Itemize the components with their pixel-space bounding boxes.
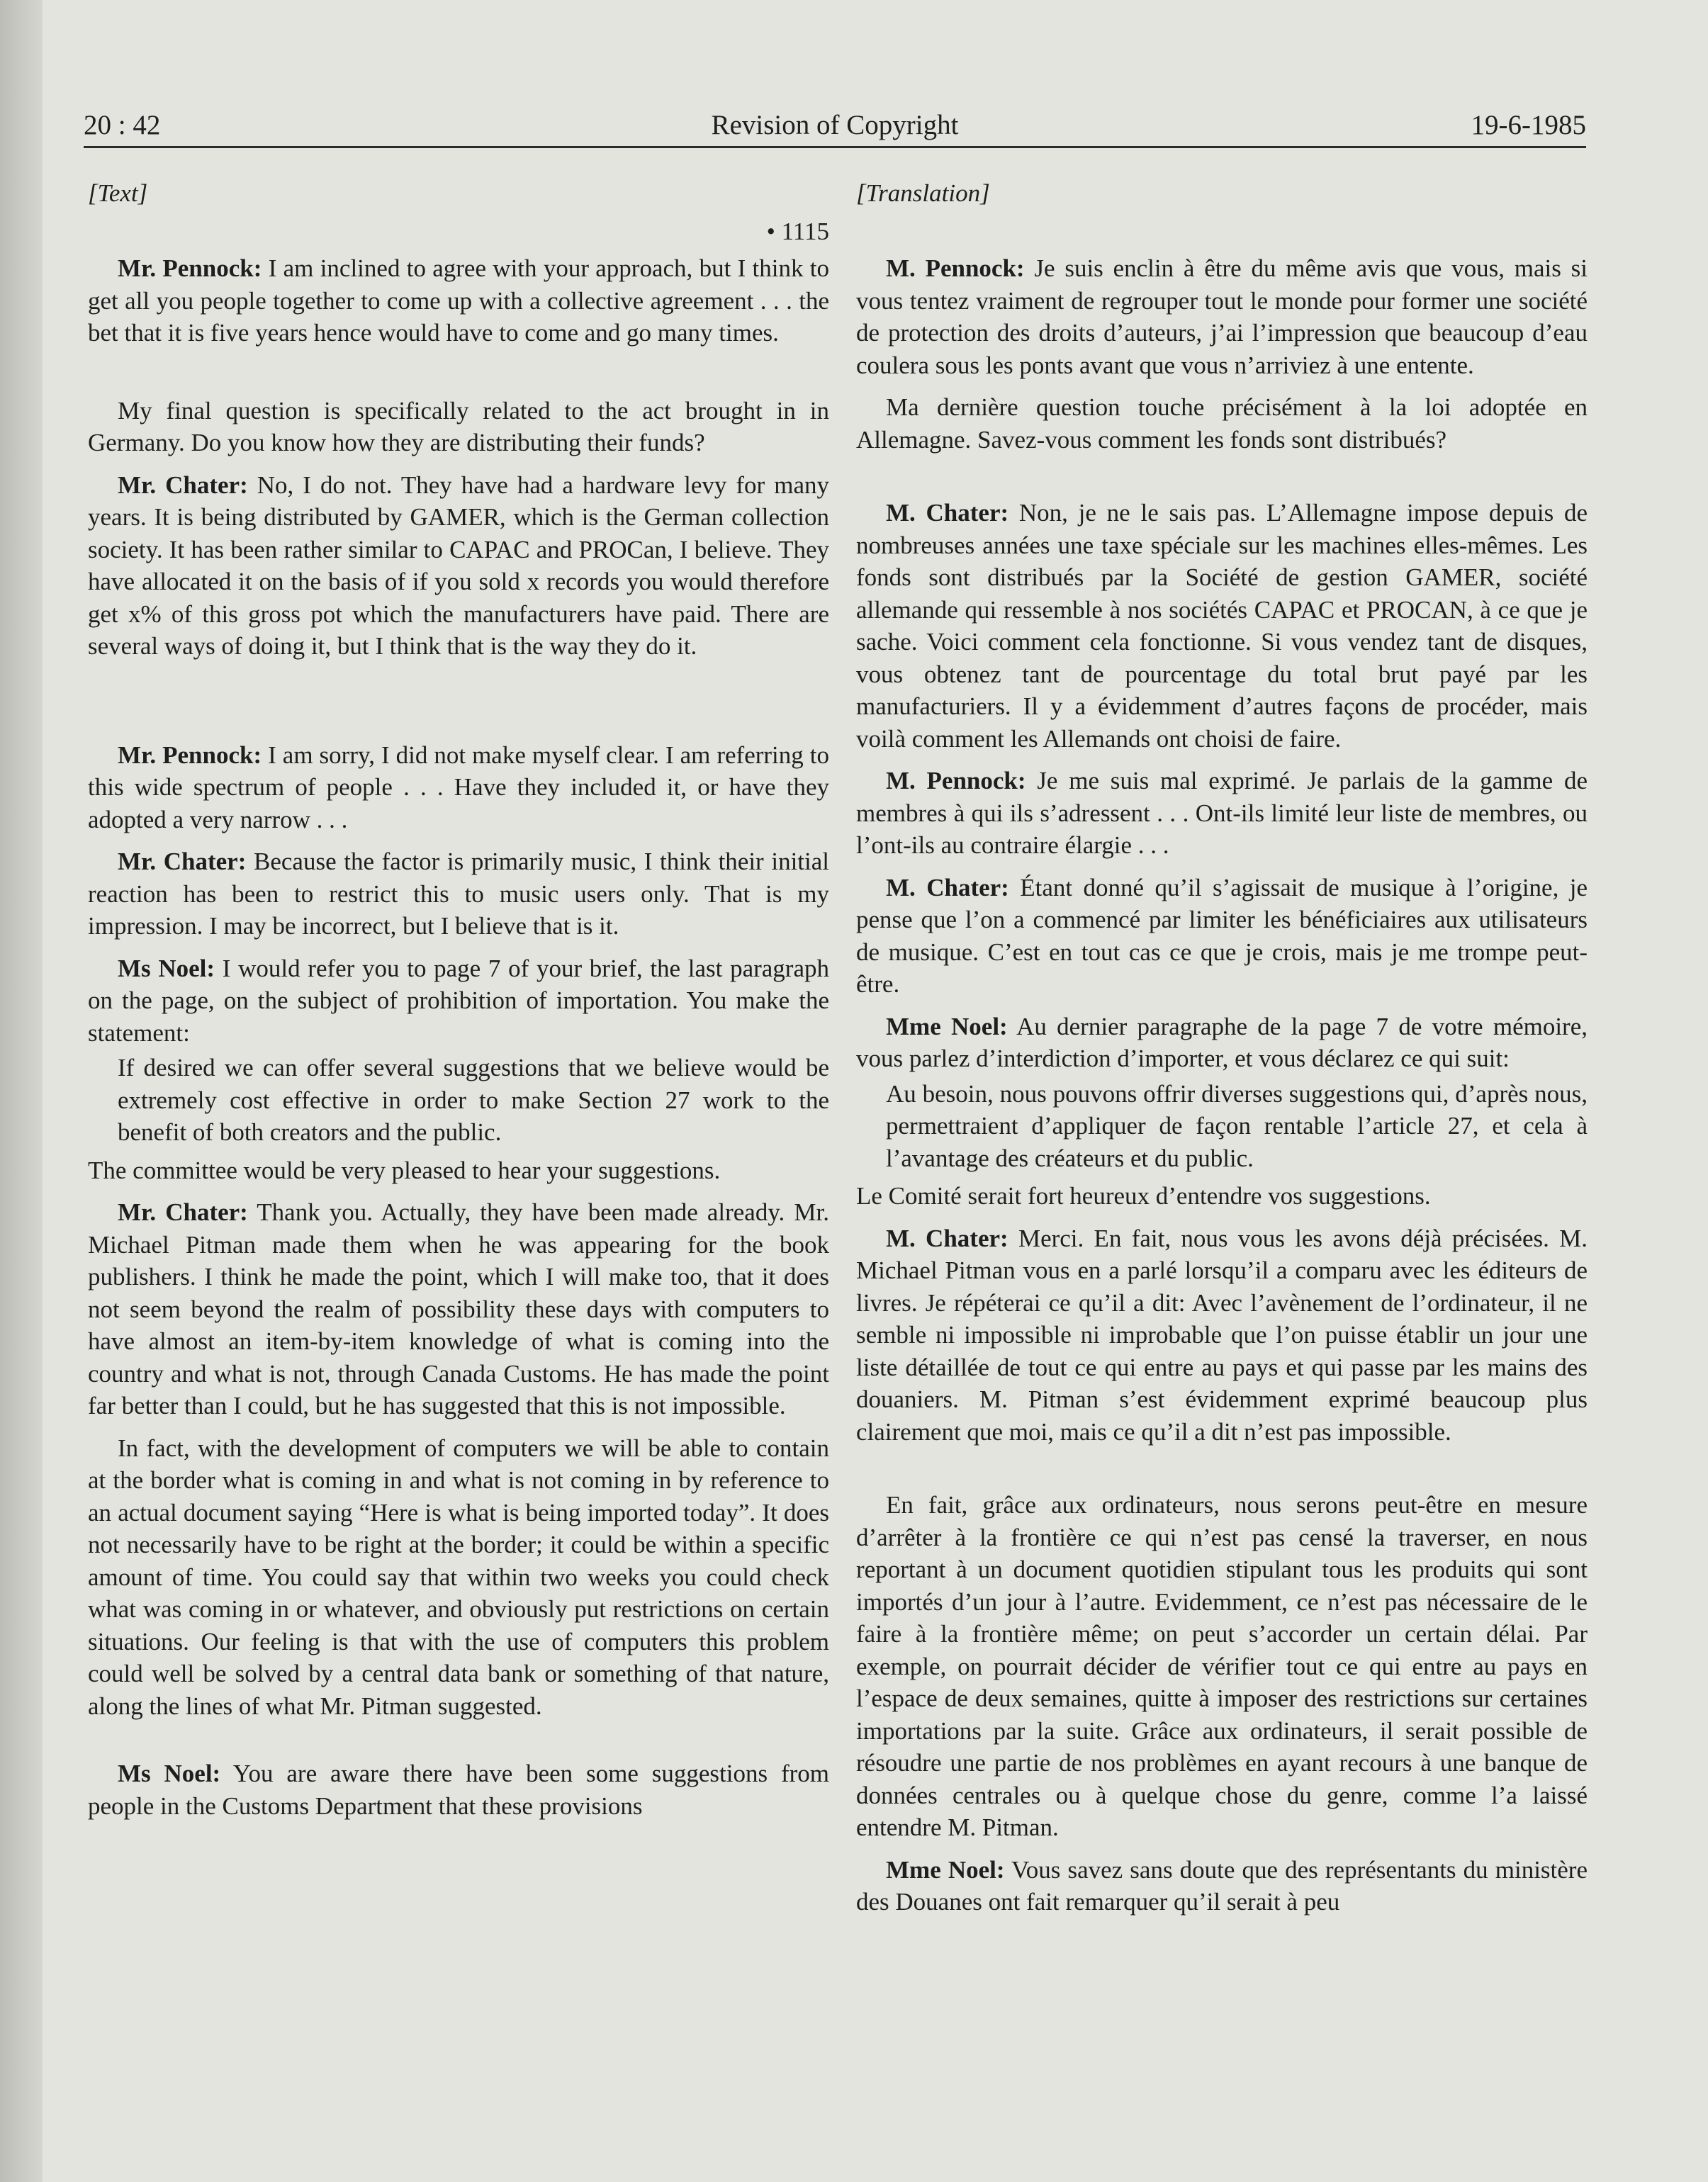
paragraph	[88, 1196, 829, 1422]
speaker-name: Mr. Chater:	[118, 471, 248, 499]
speaker-name: Ms Noel:	[118, 1760, 221, 1787]
paragraph-text: I would refer you to page 7 of your brief, the last paragraph on the page, on the subject of prohibition of importation. You make the statement:	[88, 954, 829, 1047]
paragraph-text: Non, je ne le sais pas. L’Allemagne impose depuis de nombreuses années une taxe spéciale sur les machines elles-mêmes. Les fonds sont distribués par la Société de gestion GAMER, société allemande qui ressemble à nos sociétés CAPAC et PROCAN, à ce que je sache. Voici comment cela fonctionne. Si vous vendez tant de disques, vous obtenez tant de pourcentage du total brut payé par les manufacturiers. Il y a évidemment d’autres façons de procéder, mais voilà comment les Allemands ont choisi de faire.	[856, 499, 1588, 753]
speaker-name: Mme Noel:	[886, 1012, 1008, 1040]
speaker-name: Mr. Chater:	[118, 848, 247, 875]
paragraph-text: Thank you. Actually, they have been made already. Mr. Michael Pitman made them when he was appearing for the book publishers. I think he made the point, which I will make too, that it does not seem beyond the realm of possibility these days with computers to have almost an item-by-item knowledge of what is coming into the country and what is not, through Canada Customs. He has made the point far better than I could, but he has suggested that this is not impossible.	[88, 1198, 829, 1419]
timestamp: • 1115	[766, 218, 829, 245]
speaker-name: M. Chater:	[886, 499, 1009, 527]
paragraph	[88, 252, 829, 349]
speaker-name: Ms Noel:	[118, 954, 215, 982]
speaker-name: Mr. Pennock:	[118, 741, 262, 769]
paragraph-text: In fact, with the development of computers we will be able to contain at the border what is coming in and what is not coming in by reference to an actual document saying “Here is what is being imported today”. It does not necessarily have to be right at the border; it could be within a specific amount of time. You could say that within two weeks you could check what was coming in or whatever, and obviously put restrictions on certain situations. Our feeling is that with the use of computers this problem could well be solved by a central data bank or something of that nature, along the lines of what Mr. Pitman suggested.	[88, 1434, 829, 1720]
page-number: 20 : 42	[84, 110, 161, 140]
quote-text: Au besoin, nous pouvons offrir diverses suggestions qui, d’après nous, permettraient d’appliquer de façon rentable l’article 27, et cela à l’avantage des créateurs et du public.	[886, 1079, 1588, 1172]
speaker-name: M. Pennock:	[886, 767, 1026, 794]
english-column	[88, 177, 829, 2161]
paragraph	[88, 1154, 829, 1187]
paragraph-text: Because the factor is primarily music, I think their initial reaction has been to restrict this to music users only. That is my impression. I may be incorrect, but I believe that is it.	[88, 848, 829, 940]
paragraph-text: You are aware there have been some suggestions from people in the Customs Department that these provisions	[88, 1760, 829, 1820]
block-quote	[118, 1052, 829, 1149]
paragraph-text: En fait, grâce aux ordinateurs, nous serons peut-être en mesure d’arrêter à la frontière ce qui n’est pas censé la traverser, en nous reportant à un document quotidien stipulant tous les produits qui sont importés d’un jour à l’autre. Evidemment, ce n’est pas nécessaire de le faire à la frontière même; on peut s’accorder un certain délai. Par exemple, on pourrait décider de vérifier tout ce qui entre au pays en l’espace de deux semaines, quitte à imposer des restrictions sur certaines importations par la suite. Grâce aux ordinateurs, il serait possible de résoudre une partie de nos problèmes en ayant recours à une banque de données centrales ou à quelque chose du genre, comme l’a laissé entendre M. Pitman.	[856, 1491, 1588, 1841]
paragraph	[856, 1180, 1588, 1213]
speaker-name: Mme Noel:	[886, 1855, 1005, 1884]
paragraph-text: Vous savez sans doute que des représentants du ministère des Douanes ont fait remarquer qu’il serait à peu	[856, 1855, 1588, 1916]
paragraph	[856, 391, 1588, 456]
paragraph-text: Je suis enclin à être du même avis que vous, mais si vous tentez vraiment de regrouper tout le monde pour former une société de protection des droits d’auteurs, j’ai l’impression que beaucoup d’eau coulera sous les ponts avant que vous n’arriviez à une entente.	[856, 254, 1588, 379]
text-marker: [Text]	[88, 179, 148, 207]
paragraph-text: My final question is specifically related to the act brought in in Germany. Do you know how they are distributing their funds?	[88, 396, 829, 456]
french-column	[856, 177, 1588, 2161]
binding-gutter	[0, 0, 43, 2182]
speaker-name: M. Pennock:	[886, 254, 1025, 282]
paragraph	[856, 1222, 1588, 1449]
paragraph-text: I am inclined to agree with your approach, but I think to get all you people together to come up with a collective agreement . . . the bet that it is five years hence would have to come and go many times.	[88, 254, 829, 347]
paragraph	[856, 1011, 1588, 1075]
paragraph	[856, 765, 1588, 862]
paragraph	[88, 469, 829, 663]
paragraph	[88, 1432, 829, 1723]
paragraph	[88, 1758, 829, 1822]
translation-marker: [Translation]	[856, 179, 990, 207]
paragraph-text: Au dernier paragraphe de la page 7 de votre mémoire, vous parlez d’interdiction d’importer, et vous déclarez ce qui suit:	[856, 1012, 1588, 1072]
paragraph	[88, 952, 829, 1050]
paragraph-text: No, I do not. They have had a hardware levy for many years. It is being distributed by GAMER, which is the German collection society. It has been rather similar to CAPAC and PROCan, I believe. They have allocated it on the basis of if you sold x records you would therefore get x% of this gross pot which the manufacturers have paid. There are several ways of doing it, but I think that is the way they do it.	[88, 471, 829, 660]
block-quote	[886, 1078, 1588, 1175]
paragraph	[856, 1489, 1588, 1844]
paragraph-text: I am sorry, I did not make myself clear. I am referring to this wide spectrum of people . . . Have they included it, or have they adopted a very narrow . . .	[88, 741, 830, 833]
paragraph-text: Le Comité serait fort heureux d’entendre vos suggestions.	[856, 1182, 1431, 1210]
paragraph	[88, 739, 829, 836]
header-rule	[84, 146, 1586, 148]
speaker-name: Mr. Pennock:	[118, 254, 262, 282]
running-title: Revision of Copyright	[711, 110, 959, 140]
paragraph-text: Je me suis mal exprimé. Je parlais de la gamme de membres à qui ils s’adressent . . . Ont-ils limité leur liste de membres, ou l’ont-ils au contraire élargie . . .	[856, 767, 1588, 859]
speaker-name: M. Chater:	[886, 873, 1009, 901]
paragraph-text: Étant donné qu’il s’agissait de musique à l’origine, je pense que l’on a commencé par limiter les bénéficiaires aux utilisateurs de musique. C’est en tout cas ce que je crois, mais je me trompe peut-être.	[856, 873, 1588, 998]
header-date: 19-6-1985	[1471, 110, 1586, 140]
paragraph	[856, 872, 1588, 1001]
speaker-name: Mr. Chater:	[118, 1198, 248, 1226]
speaker-name: M. Chater:	[886, 1224, 1008, 1252]
page-header	[84, 106, 1586, 145]
paragraph	[88, 845, 829, 943]
paragraph-text: The committee would be very pleased to hear your suggestions.	[88, 1156, 721, 1184]
paragraph	[856, 1854, 1588, 1918]
paragraph-text: Ma dernière question touche précisément à la loi adoptée en Allemagne. Savez-vous comment les fonds sont distribués?	[856, 393, 1588, 454]
paragraph	[856, 252, 1588, 381]
paragraph-text: Merci. En fait, nous vous les avons déjà précisées. M. Michael Pitman vous en a parlé lorsqu’il a comparu avec les éditeurs de livres. Je répéterai ce qu’il a dit: Avec l’avènement de l’ordinateur, il ne semble ni impossible ni improbable que l’on puisse établir un jour une liste détaillée de tout ce qui entre au pays et qui passe par les mains des douaniers. M. Pitman s’est évidemment exprimé beaucoup plus clairement que moi, mais ce qu’il a dit n’est pas impossible.	[856, 1224, 1588, 1446]
paragraph	[856, 497, 1588, 755]
paragraph	[88, 395, 829, 459]
quote-text: If desired we can offer several suggestions that we believe would be extremely cost effective in order to make Section 27 work to the benefit of both creators and the public.	[118, 1054, 829, 1146]
